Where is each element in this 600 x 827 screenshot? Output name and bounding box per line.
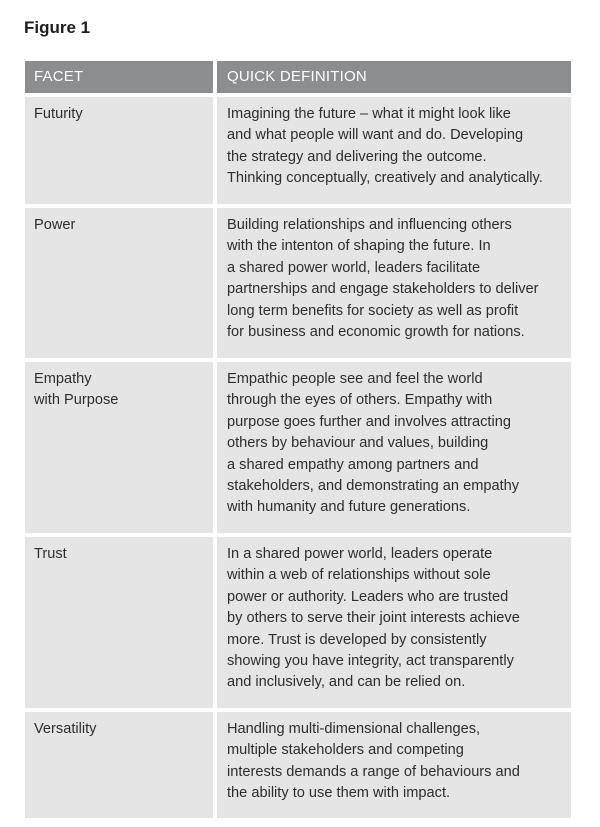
facet-name: Versatility [34,721,97,737]
figure-title: Figure 1 [24,18,91,37]
definition-line: and inclusively, and can be relied on. [227,674,466,691]
definition-line: a shared empathy among partners and [227,456,479,473]
definition-line: Thinking conceptually, creatively and analytically. [227,170,543,187]
definition-line: showing you have integrity, act transparently [227,653,514,670]
facet-cell-empathy-with-purpose [25,362,213,533]
definition-line: by others to serve their joint interests achieve [227,610,520,627]
facet-definition-table [25,61,571,818]
definition-line: for business and economic growth for nations. [227,324,525,341]
facet-name: Power [34,217,76,233]
facet-column-header: FACET [25,61,213,93]
definition-line: multiple stakeholders and competing [227,742,464,759]
definition-cell-futurity [217,97,571,204]
facet-name: Empathy [34,371,92,387]
definition-line: within a web of relationships without sole [227,567,491,584]
definition-line: the strategy and delivering the outcome. [227,148,487,165]
definition-line: more. Trust is developed by consistently [227,631,487,648]
definition-line: long term benefits for society as well as profit [227,302,519,319]
facet-cell-power [25,208,213,358]
definition-line: others by behaviour and values, building [227,435,489,452]
definition-line: with humanity and future generations. [227,499,471,516]
definition-cell-power [217,208,571,358]
facet-cell-trust [25,537,213,708]
definition-cell-versatility [217,712,571,818]
definition-cell-empathy-with-purpose [217,362,571,533]
facet-name: Trust [34,546,67,562]
definition-line: with the intenton of shaping the future. In [227,238,491,255]
definition-line: Building relationships and influencing others [227,217,512,233]
definition-line: Imagining the future – what it might look like [227,106,511,122]
definition-line: stakeholders, and demonstrating an empathy [227,478,520,495]
facet-name: Futurity [34,106,83,122]
definition-line: Empathic people see and feel the world [227,371,483,387]
definition-line: In a shared power world, leaders operate [227,546,493,562]
facet-name: with Purpose [34,392,119,409]
definition-line: a shared power world, leaders facilitate [227,259,481,276]
facet-cell-versatility [25,712,213,818]
definition-line: partnerships and engage stakeholders to deliver [227,281,539,298]
definition-line: power or authority. Leaders who are trusted [227,588,509,605]
facet-cell-futurity [25,97,213,204]
definition-cell-trust [217,537,571,708]
definition-line: interests demands a range of behaviours and [227,763,520,780]
definition-line: and what people will want and do. Developing [227,127,524,144]
definition-line: Handling multi-dimensional challenges, [227,721,481,737]
definition-line: the ability to use them with impact. [227,785,451,802]
definition-column-header: QUICK DEFINITION [217,61,571,93]
definition-line: purpose goes further and involves attracting [227,413,511,430]
definition-line: through the eyes of others. Empathy with [227,392,493,409]
